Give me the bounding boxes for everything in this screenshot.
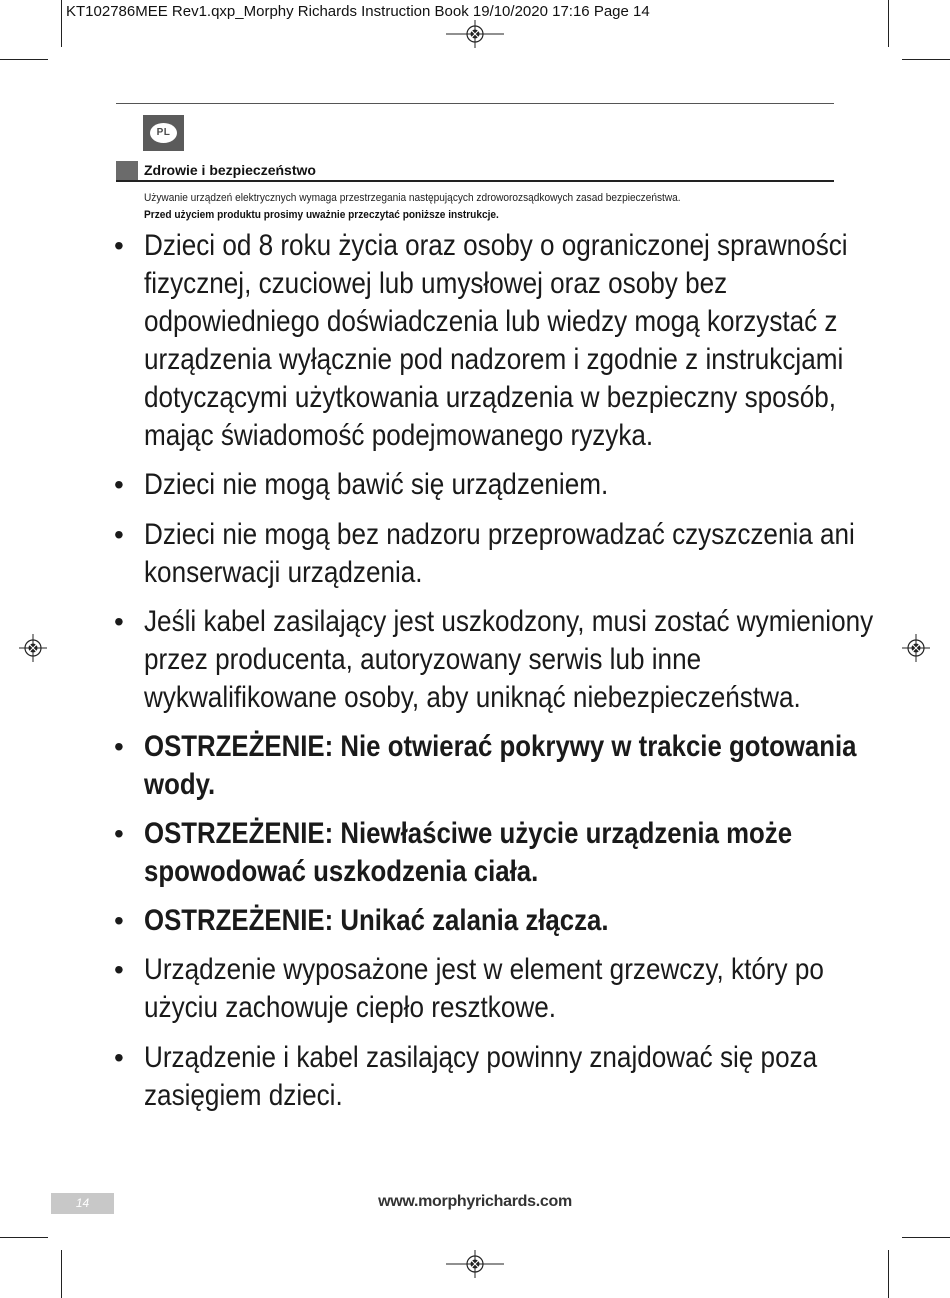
crop-mark [902, 59, 950, 60]
bullet-icon: • [114, 606, 124, 637]
bullet-icon: • [114, 731, 124, 762]
crop-mark [61, 0, 62, 47]
crop-mark [888, 0, 889, 47]
crop-mark [902, 1237, 950, 1238]
list-item-text: OSTRZEŻENIE: Unikać zalania złącza. [144, 904, 609, 937]
bullet-icon: • [114, 230, 124, 261]
crop-mark [61, 1250, 62, 1298]
section-intro-bold: Przed użyciem produktu prosimy uważnie przeczytać poniższe instrukcje. [144, 209, 499, 221]
crop-mark [0, 1237, 48, 1238]
registration-mark-icon [446, 1250, 504, 1278]
list-item-text: Dzieci od 8 roku życia oraz osoby o ograniczonej sprawności fizycznej, czuciowej lub umysłowej oraz osoby bez odpowiedniego doświadczenia lub wiedzy mogą korzystać z urządzenia wyłącznie pod nadzorem i zgodnie z instrukcjami dotyczącymi użytkowania urządzenia w bezpieczny sposób, mając świadomość podejmowanego ryzyka. [144, 229, 848, 452]
page-number: 14 [51, 1193, 114, 1214]
registration-mark-icon [446, 20, 504, 48]
list-item-text: Urządzenie i kabel zasilający powinny znajdować się poza zasięgiem dzieci. [144, 1041, 818, 1112]
registration-mark-icon [902, 634, 930, 662]
language-badge [143, 115, 184, 151]
list-item-text: Urządzenie wyposażone jest w element grzewczy, który po użyciu zachowuje ciepło resztkowe. [144, 953, 824, 1024]
list-item-text: OSTRZEŻENIE: Nie otwierać pokrywy w trakcie gotowania wody. [144, 730, 857, 801]
bullet-icon: • [114, 905, 124, 936]
section-rule [116, 180, 834, 182]
registration-mark-icon [19, 634, 47, 662]
bullet-icon: • [114, 1042, 124, 1073]
crop-mark [0, 59, 48, 60]
bullet-icon: • [114, 519, 124, 550]
language-badge-label: PL [150, 123, 177, 143]
list-item-text: Jeśli kabel zasilający jest uszkodzony, musi zostać wymieniony przez producenta, autoryzowany serwis lub inne wykwalifikowane osoby, aby uniknąć niebezpieczeństwa. [144, 605, 874, 714]
list-item-text: Dzieci nie mogą bawić się urządzeniem. [144, 468, 609, 501]
list-item-text: Dzieci nie mogą bez nadzoru przeprowadzać czyszczenia ani konserwacji urządzenia. [144, 518, 855, 589]
section-intro: Używanie urządzeń elektrycznych wymaga przestrzegania następujących zdroworozsądkowych zasad bezpieczeństwa. [144, 192, 681, 204]
section-marker [116, 161, 138, 180]
bullet-icon: • [114, 954, 124, 985]
print-slug: KT102786MEE Rev1.qxp_Morphy Richards Instruction Book 19/10/2020 17:16 Page 14 [66, 3, 650, 20]
list-item-text: OSTRZEŻENIE: Niewłaściwe użycie urządzenia może spowodować uszkodzenia ciała. [144, 817, 793, 888]
top-rule [116, 103, 834, 104]
crop-mark [888, 1250, 889, 1298]
bullet-icon: • [114, 818, 124, 849]
website-url: www.morphyrichards.com [378, 1193, 572, 1210]
section-title: Zdrowie i bezpieczeństwo [144, 162, 316, 178]
bullet-icon: • [114, 469, 124, 500]
